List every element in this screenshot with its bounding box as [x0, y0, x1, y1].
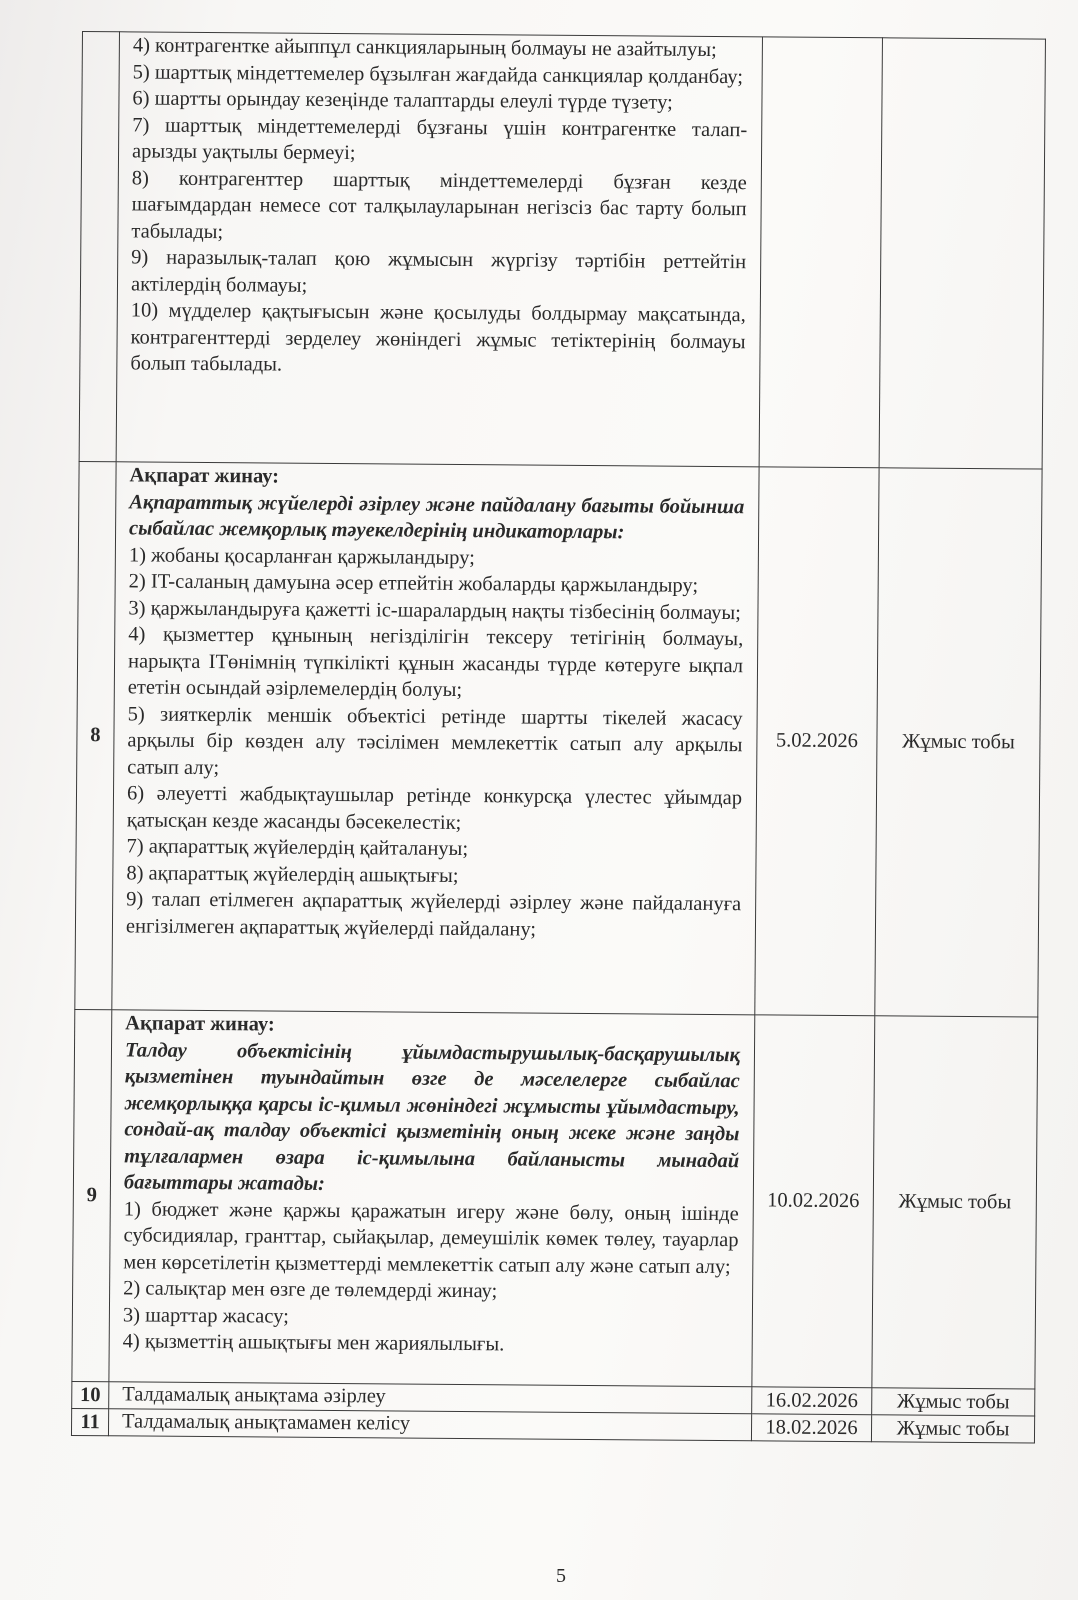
list-item: 2) IT-саланың дамуына әсер етпейтін жобаларды қаржыландыру; — [128, 570, 699, 597]
list-item: 8) контрагенттер шарттық міндеттемелерді бұзған кезде шағымдардан немесе сот талқылауларынан негізсіз бас тарту болып табылады; — [131, 166, 747, 243]
row-date: 10.02.2026 — [752, 1015, 875, 1388]
row-date: 18.02.2026 — [751, 1414, 871, 1442]
list-item: 6) шартты орындау кезеңінде талаптарды елеулі түрде түзету; — [132, 87, 673, 114]
row-subheading: Талдау объектісінің ұйымдастырушылық-басқарушылық қызметінен туындайтын өзге де мәселелерге сыбайлас жемқорлыққа қарсы іс-қимыл жөніндегі жұмысты ұйымдастыру, сондай-ақ талдау объектісі қызметінің оның жеке және заңды тұлғалармен өзара іс-қимылына байланысты мынадай бағыттары жатады: — [123, 1038, 741, 1195]
list-item: 4) қызметтер құнының негізділігін тексеру тетігінің болмауы, нарықта ITөнімнің түпкілікті құнын жасанды түрде көтеруге ықпал ететін осындай әзірлемелердің болуы; — [127, 623, 744, 702]
list-item: 1) жобаны қосарланған қаржыландыру; — [128, 543, 475, 569]
list-item: 3) шарттар жасасу; — [122, 1303, 289, 1328]
list-item: 6) әлеуетті жабдықтаушылар ретінде конкурсқа үлестес ұйымдар қатысқан кезде жасанды бәсекелестік; — [126, 782, 743, 834]
row-number: 8 — [75, 461, 116, 1009]
list-item: 7) ақпараттық жүйелердің қайталануы; — [126, 835, 469, 861]
list-item: 4) қызметтің ашықтығы мен жариялылығы. — [122, 1330, 505, 1356]
row-responsible: Жұмыс тобы — [875, 468, 1042, 1017]
list-item: 4) контрагентке айыппұл санкцияларының болмауы не азайтылуы; — [132, 34, 717, 61]
action-plan-table — [71, 31, 1046, 1444]
list-item: 5) шарттық міндеттемелер бұзылған жағдайда санкциялар қолданбау; — [132, 60, 744, 88]
list-item: 8) ақпараттық жүйелердің ашықтығы; — [126, 861, 459, 887]
row-responsible — [879, 38, 1045, 469]
row-number: 9 — [72, 1009, 112, 1381]
page-number: 5 — [556, 1565, 566, 1587]
row-heading: Ақпарат жинау: — [125, 1012, 275, 1036]
table-row — [75, 461, 1042, 1017]
table-row — [72, 1009, 1038, 1389]
list-item: 9) талап етілмеген ақпараттық жүйелерді әзірлеу және пайдалануға енгізілмеген ақпараттық жүйелерді пайдалану; — [125, 888, 742, 941]
row-date: 5.02.2026 — [755, 467, 879, 1016]
row-responsible: Жұмыс тобы — [872, 1388, 1035, 1416]
row-content — [108, 1409, 751, 1441]
row-number — [79, 32, 119, 462]
list-item: 2) салықтар мен өзге де төлемдерді жинау; — [123, 1277, 498, 1303]
row-subheading: Ақпараттық жүйелерді әзірлеу және пайдалану бағыты бойынша сыбайлас жемқорлық тәуекелдерінің индикаторлары: — [129, 490, 745, 544]
list-item: 9) наразылық-талап қою жұмысын жүргізу тәртібін реттейтін актілердің болмауы; — [130, 246, 747, 297]
list-item: 1) бюджет және қаржы қаражатын игеру және бөлу, оның ішінде субсидиялар, гранттар, сыйақылар, демеушілік көмек төлеу, тауарлар мен көрсетілетін қызметтерді мемлекеттік сатып алу және сатып алу; — [123, 1197, 739, 1278]
list-item: 3) қаржыландыруға қажетті іс-шаралардың нақты тізбесінің болмауы; — [128, 596, 742, 624]
list-item: Талдамалық анықтама әзірлеу — [122, 1383, 386, 1408]
list-item: 10) мүдделер қақтығысын және қосылуды болдырмау мақсатында, контрагенттерді зерделеу жөніндегі жұмыс тетіктерінің болмауы болып табылады. — [130, 299, 746, 376]
row-number: 11 — [71, 1408, 108, 1435]
row-number: 10 — [72, 1381, 109, 1408]
row-date: 16.02.2026 — [752, 1387, 872, 1415]
table-row — [79, 32, 1045, 470]
row-content — [112, 462, 759, 1015]
row-responsible: Жұмыс тобы — [871, 1415, 1034, 1443]
row-content — [109, 1010, 755, 1387]
list-item: 5) зияткерлік меншік объектісі ретінде шартты тікелей жасасу арқылы бір көзден алу тәсілімен мемлекеттік сатып алу арқылы сатып алу; — [127, 702, 743, 779]
row-heading: Ақпарат жинау: — [129, 464, 280, 488]
row-responsible: Жұмыс тобы — [872, 1016, 1038, 1389]
list-item: 7) шарттық міндеттемелерді бұзғаны үшін контрагентке талап-арызды уақтылы бермеуі; — [131, 113, 748, 165]
row-content — [116, 32, 762, 467]
row-date — [759, 37, 882, 468]
list-item: Талдамалық анықтамамен келісу — [121, 1410, 411, 1435]
